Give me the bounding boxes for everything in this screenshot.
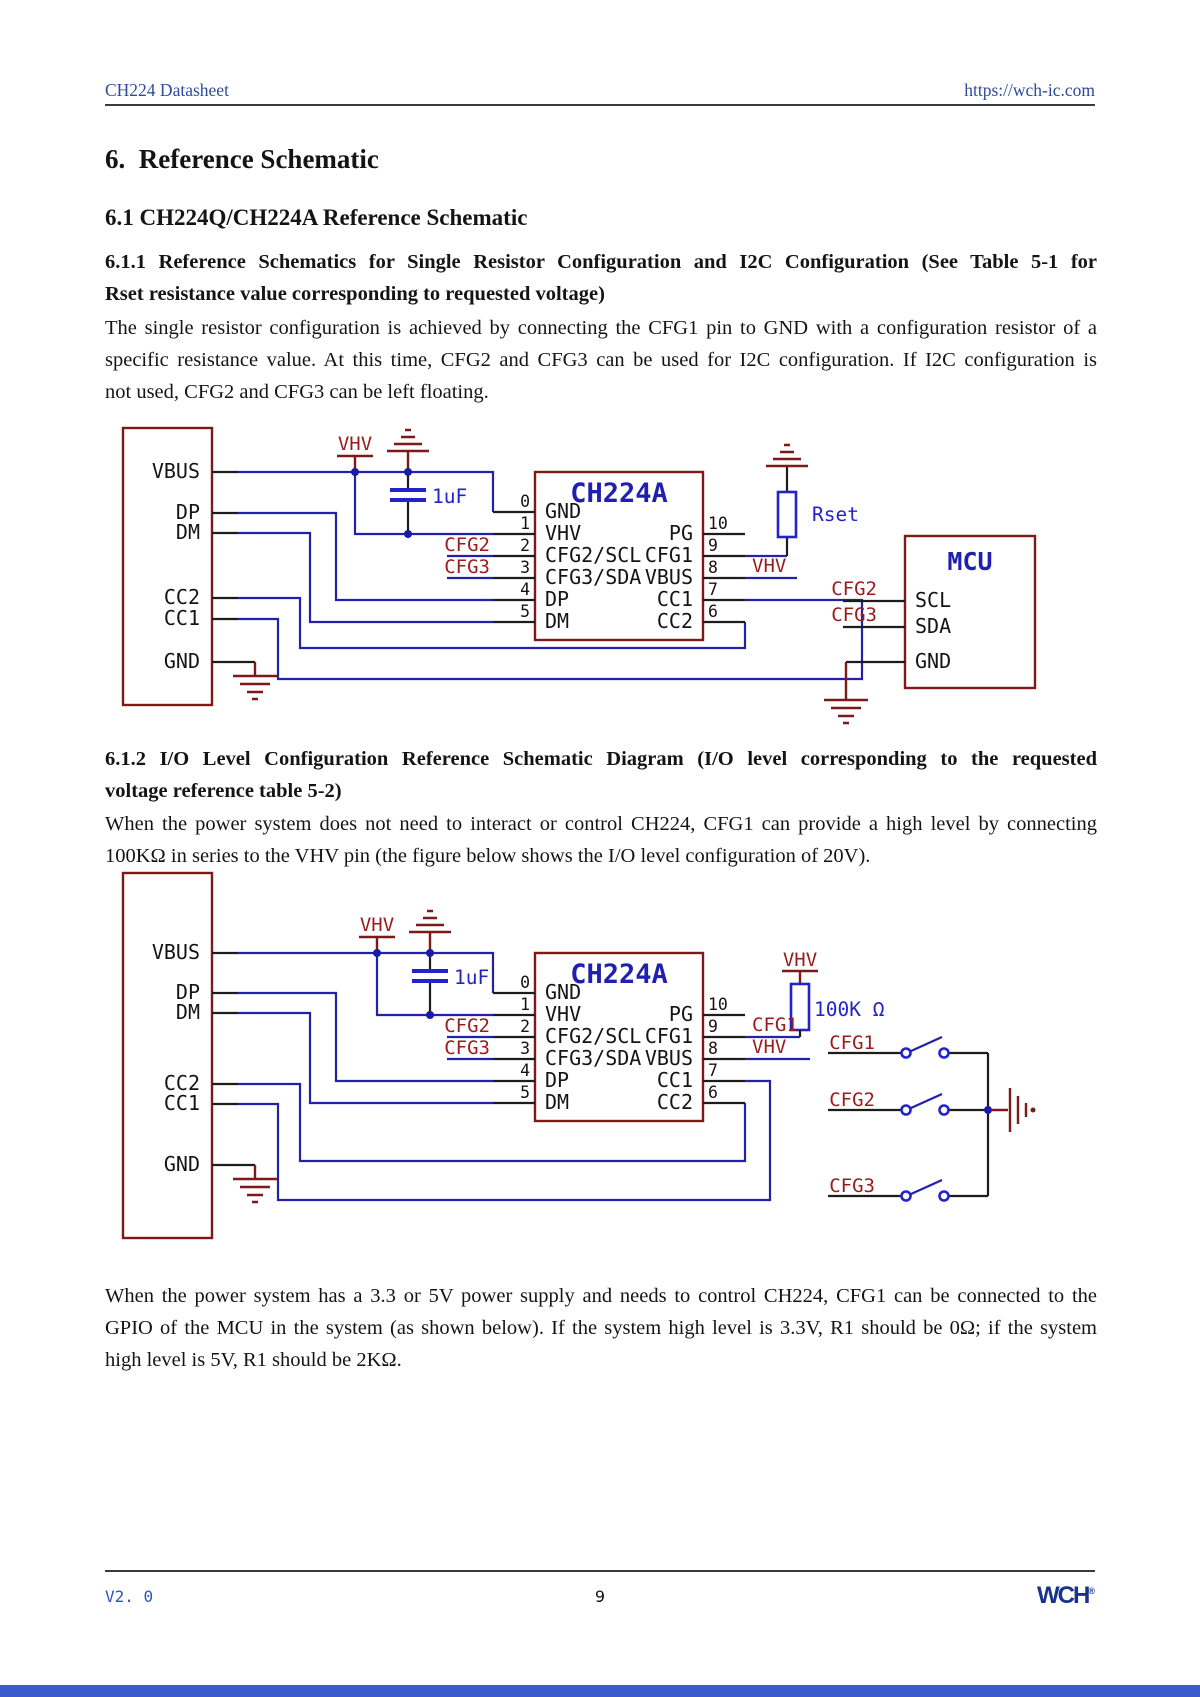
chip-pin-cfg3sda-1: CFG3/SDA: [545, 565, 642, 589]
switch-contact: [902, 1192, 911, 1201]
vhv-power-flag-label-3: VHV: [782, 949, 818, 971]
mcu-pin-sda: SDA: [915, 614, 952, 638]
pin-number: 6: [708, 1083, 718, 1102]
junction-dot: [351, 468, 359, 476]
schematic-1: [123, 428, 1035, 723]
paragraph-611-line3: not used, CFG2 and CFG3 can be left floating.: [105, 381, 489, 403]
pin-number: 1: [520, 514, 530, 533]
usb-pin-cc2: CC2: [163, 1071, 200, 1095]
earth-ground-icon-2a: [409, 911, 451, 953]
wch-logo-text: WCH: [1037, 1582, 1089, 1609]
usb-pin-cc2: CC2: [163, 585, 200, 609]
chip-pin-cc2-1: CC2: [656, 609, 693, 633]
chip-pin-vhv-2: VHV: [545, 1002, 582, 1026]
paragraph-end-line3: high level is 5V, R1 should be 2KΩ.: [105, 1349, 402, 1371]
pin-number: 8: [708, 558, 718, 577]
paragraph-end-line2: GPIO of the MCU in the system (as shown below). If the system high level is 3.3V, R1 should be 0Ω; if the system: [105, 1317, 1097, 1339]
net-label-vhv-pin8-1: VHV: [752, 555, 787, 577]
pin-number: 2: [520, 1017, 530, 1036]
switch-cfg3: [828, 1175, 988, 1201]
paragraph-end-line1: When the power system has a 3.3 or 5V power supply and needs to control CH224, CFG1 can be connected to the: [105, 1285, 1097, 1307]
pin-number: 5: [520, 1083, 530, 1102]
usb-pin-cc1: CC1: [163, 1091, 200, 1115]
usb-pin-vbus: VBUS: [151, 459, 200, 483]
earth-ground-icon-2b: [233, 1165, 277, 1202]
usb-pin-dm: DM: [175, 1000, 200, 1024]
resistor-label-100k: 100K Ω: [814, 998, 885, 1021]
usb-pin-vbus: VBUS: [151, 940, 200, 964]
usb-pin-dm: DM: [175, 520, 200, 544]
net-label-cfg3-2: CFG3: [444, 1037, 490, 1059]
junction-dot: [404, 468, 412, 476]
net-label-cfg2-1: CFG2: [444, 534, 490, 556]
switch-lever-icon: [911, 1037, 942, 1051]
chip-pin-dp-1: DP: [545, 587, 570, 611]
net-label-vhv-pin8-2: VHV: [752, 1036, 787, 1058]
doc-title: CH224 Datasheet: [105, 80, 229, 100]
resistor-icon-rset: [778, 492, 796, 537]
pin-number: 8: [708, 1039, 718, 1058]
switch-label-cfg2: CFG2: [829, 1089, 875, 1111]
usb-pin-cc1: CC1: [163, 606, 200, 630]
pin-number: 10: [708, 514, 728, 533]
pin-number: 7: [708, 580, 718, 599]
wire-vhv-1: [355, 472, 493, 534]
pin-number: 6: [708, 602, 718, 621]
section-6-1-1-title-line1: 6.1.1 Reference Schematics for Single Resistor Configuration and I2C Configuration (See Table 5-1 for: [105, 251, 1097, 273]
earth-ground-icon-rset: [766, 445, 808, 466]
paragraph-612-line2: 100KΩ in series to the VHV pin (the figure below shows the I/O level configuration of 20V).: [105, 845, 871, 867]
mcu-pin-gnd: GND: [915, 649, 952, 673]
switch-contact: [940, 1192, 949, 1201]
wch-logo: [105, 1582, 1095, 1610]
section-title: 6. Reference Schematic: [105, 144, 379, 174]
chip-pin-cc2-2: CC2: [656, 1090, 693, 1114]
usb-pin-gnd: GND: [163, 1152, 200, 1176]
usb-pin-stubs-1: [212, 472, 238, 662]
pin-number: 10: [708, 995, 728, 1014]
rset-label: Rset: [812, 503, 859, 526]
switch-contact: [940, 1049, 949, 1058]
switch-contact: [902, 1106, 911, 1115]
chip-pin-cfg2scl-1: CFG2/SCL: [545, 543, 642, 567]
pin-number: 3: [520, 1039, 530, 1058]
earth-ground-icon-1a: [387, 430, 429, 472]
header-url-link[interactable]: https://wch-ic.com: [964, 80, 1095, 100]
chip-pin-dp-2: DP: [545, 1068, 570, 1092]
chip-pin-gnd-2: GND: [545, 980, 582, 1004]
earth-ground-dot: [1031, 1108, 1036, 1113]
junction-dot: [404, 530, 412, 538]
chip-title-2: CH224A: [570, 959, 668, 990]
usb-pin-dp: DP: [175, 980, 200, 1004]
switch-lever-icon: [911, 1180, 942, 1194]
usb-pin-gnd: GND: [163, 649, 200, 673]
junction-dot: [984, 1106, 992, 1114]
chip-pin-dm-2: DM: [545, 1090, 570, 1114]
chip-pin-pg-1: PG: [668, 521, 693, 545]
section-6-1-1-title-line2: Rset resistance value corresponding to requested voltage): [105, 283, 605, 305]
junction-dot: [426, 949, 434, 957]
chip-pin-pg-2: PG: [668, 1002, 693, 1026]
chip-pin-dm-1: DM: [545, 609, 570, 633]
section-6-1-2-title-line2: voltage reference table 5-2): [105, 780, 342, 802]
pin-number: 2: [520, 536, 530, 555]
vhv-power-flag-label-1: VHV: [337, 433, 373, 455]
capacitor-value-label-1: 1uF: [432, 485, 468, 508]
pin-number: 9: [708, 1017, 718, 1036]
switch-lever-icon: [911, 1094, 942, 1108]
chip-pin-gnd-1: GND: [545, 499, 582, 523]
footer-version: V2. 0: [105, 1587, 154, 1606]
earth-ground-icon-switches: [992, 1088, 1026, 1132]
usb-pin-dp: DP: [175, 500, 200, 524]
usb-connector-box-2: [123, 873, 212, 1238]
switch-cfg1: [828, 1032, 988, 1058]
net-label-cfg2-mcu: CFG2: [831, 578, 877, 600]
mcu-pin-scl: SCL: [915, 588, 952, 612]
net-label-cfg1-pin9: CFG1: [752, 1014, 798, 1036]
vhv-power-flag-label-2: VHV: [359, 914, 395, 936]
chip-pin-cfg2scl-2: CFG2/SCL: [545, 1024, 642, 1048]
pin-number: 5: [520, 602, 530, 621]
junction-dot: [373, 949, 381, 957]
capacitor-icon-2: [412, 971, 448, 981]
pin-number: 0: [520, 973, 530, 992]
pin-number: 4: [520, 1061, 530, 1080]
chip-pin-vhv-1: VHV: [545, 521, 582, 545]
footer-page-number: 9: [594, 1587, 606, 1606]
mcu-stubs: [880, 601, 905, 662]
paragraph-611-line1: The single resistor configuration is achieved by connecting the CFG1 pin to GND with a configuration resistor of a: [105, 317, 1097, 339]
switch-cfg2: [828, 1089, 988, 1115]
pin-number: 1: [520, 995, 530, 1014]
usb-pin-stubs-2: [212, 953, 238, 1165]
pin-number: 7: [708, 1061, 718, 1080]
capacitor-value-label-2: 1uF: [454, 966, 490, 989]
chip-pin-cfg1-2: CFG1: [644, 1024, 693, 1048]
paragraph-611-line2: specific resistance value. At this time, CFG2 and CFG3 can be used for I2C configuration. If I2C configuration is: [105, 349, 1097, 371]
mcu-title: MCU: [947, 547, 993, 576]
chip-pin-vbus-1: VBUS: [644, 565, 693, 589]
section-6-1-title: 6.1 CH224Q/CH224A Reference Schematic: [105, 205, 528, 230]
junction-dot: [426, 1011, 434, 1019]
net-label-cfg3-mcu: CFG3: [831, 604, 877, 626]
schematic-2: [123, 873, 1036, 1238]
pin-number: 0: [520, 492, 530, 511]
registered-mark: ®: [1088, 1586, 1095, 1596]
switch-label-cfg3: CFG3: [829, 1175, 875, 1197]
capacitor-icon-1: [390, 490, 426, 500]
paragraph-612-line1: When the power system does not need to interact or control CH224, CFG1 can provide a high level by connecting: [105, 813, 1097, 835]
chip-pin-cfg3sda-2: CFG3/SDA: [545, 1046, 642, 1070]
chip-pin-vbus-2: VBUS: [644, 1046, 693, 1070]
net-label-cfg3-1: CFG3: [444, 556, 490, 578]
vhv-power-flag-icon-3: [782, 971, 818, 984]
chip-pin-cc1-2: CC1: [656, 1068, 693, 1092]
net-label-cfg2-2: CFG2: [444, 1015, 490, 1037]
footer-rule: [105, 1570, 1095, 1572]
switch-contact: [902, 1049, 911, 1058]
bottom-blue-bar: [0, 1685, 1200, 1697]
switch-contact: [940, 1106, 949, 1115]
earth-ground-icon-1b: [233, 662, 277, 699]
pin-number: 4: [520, 580, 530, 599]
switch-label-cfg1: CFG1: [829, 1032, 875, 1054]
pin-number: 3: [520, 558, 530, 577]
pin-number: 9: [708, 536, 718, 555]
chip-title-1: CH224A: [570, 478, 668, 509]
section-6-1-2-title-line1: 6.1.2 I/O Level Configuration Reference Schematic Diagram (I/O level corresponding to the requested: [105, 748, 1097, 770]
chip-pin-cfg1-1: CFG1: [644, 543, 693, 567]
chip-pin-cc1-1: CC1: [656, 587, 693, 611]
